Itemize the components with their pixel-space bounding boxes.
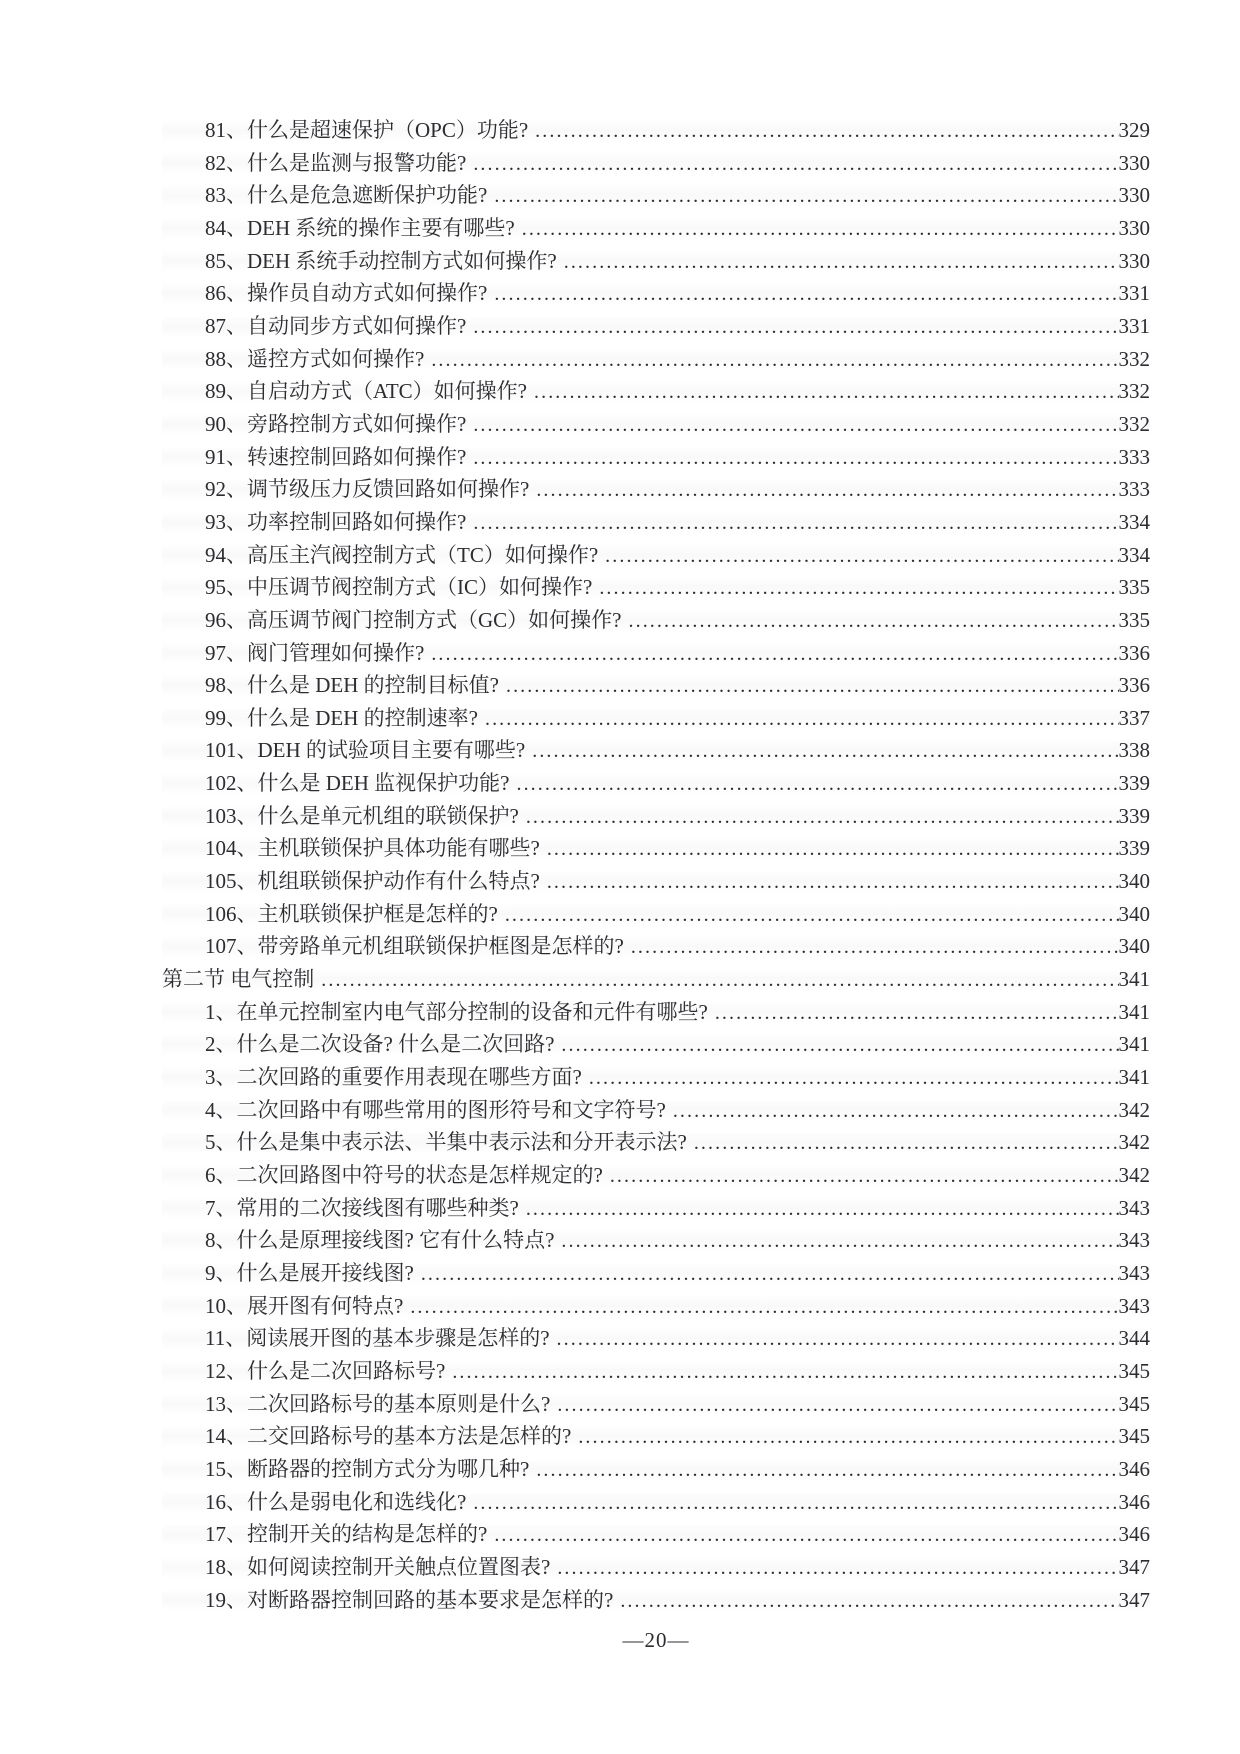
dot-leader <box>605 540 1118 573</box>
toc-entry-page-number: 338 <box>1118 738 1150 763</box>
dot-leader <box>494 278 1118 311</box>
toc-row <box>162 702 1150 735</box>
dot-leader <box>473 311 1118 344</box>
toc-entry-label: 14、二交回路标号的基本方法是怎样的? <box>205 1424 572 1449</box>
toc-entry-label: 8、什么是原理接线图? 它有什么特点? <box>205 1228 555 1253</box>
dot-leader <box>473 442 1118 475</box>
toc-entry-page-number: 343 <box>1118 1260 1150 1285</box>
toc-entry-label: 88、遥控方式如何操作? <box>205 346 425 371</box>
dot-leader <box>473 507 1118 540</box>
dot-leader <box>532 735 1118 768</box>
dot-leader <box>522 213 1119 246</box>
toc-entry-label: 101、DEH 的试验项目主要有哪些? <box>205 738 526 763</box>
toc-entry-label: 6、二次回路图中符号的状态是怎样规定的? <box>205 1163 603 1187</box>
dot-leader <box>547 833 1119 866</box>
toc-entry-page-number: 341 <box>1118 999 1150 1024</box>
toc-row <box>162 1518 1150 1551</box>
dot-leader <box>557 1552 1118 1585</box>
toc-entry-page-number: 341 <box>1118 1032 1150 1057</box>
toc-row <box>162 996 1150 1029</box>
toc-entry-page-number: 335 <box>1118 607 1150 632</box>
dot-leader <box>473 148 1118 181</box>
dot-leader <box>516 768 1118 801</box>
page-number-footer: —20— <box>622 1628 690 1653</box>
toc-row <box>162 179 1150 212</box>
toc-entry-label: 81、什么是超速保护（OPC）功能? <box>205 118 529 142</box>
dot-leader <box>321 964 1118 997</box>
toc-entry-page-number: 343 <box>1118 1228 1150 1253</box>
toc-row <box>162 734 1150 767</box>
toc-entry-page-number: 347 <box>1118 1587 1150 1612</box>
dot-leader <box>557 1389 1118 1422</box>
toc-entry-page-number: 346 <box>1118 1456 1150 1481</box>
dot-leader <box>673 1095 1119 1128</box>
toc-row <box>162 473 1150 506</box>
toc-entry-label: 16、什么是弱电化和选线化? <box>205 1489 467 1514</box>
dot-leader <box>564 246 1119 279</box>
toc-entry-label: 90、旁路控制方式如何操作? <box>205 411 467 436</box>
toc-row <box>162 375 1150 408</box>
toc-entry-label: 1、在单元控制室内电气部分控制的设备和元件有哪些? <box>205 999 708 1024</box>
toc-entry-label: 18、如何阅读控制开关触点位置图表? <box>205 1554 551 1579</box>
toc-row <box>162 343 1150 376</box>
toc-entry-label: 17、控制开关的结构是怎样的? <box>205 1522 488 1547</box>
toc-entry-label: 93、功率控制回路如何操作? <box>205 509 467 534</box>
toc-row <box>162 1126 1150 1159</box>
dot-leader <box>494 1519 1118 1552</box>
toc-entry-page-number: 342 <box>1118 1163 1150 1187</box>
toc-row <box>162 1355 1150 1388</box>
toc-row <box>162 1322 1150 1355</box>
toc-entry-page-number: 346 <box>1118 1522 1150 1547</box>
toc-row <box>162 539 1150 572</box>
dot-leader <box>610 1160 1119 1193</box>
dot-leader <box>589 1062 1119 1095</box>
toc-row <box>162 1290 1150 1323</box>
toc-entry-label: 103、什么是单元机组的联锁保护? <box>205 803 519 828</box>
toc-entry-page-number: 330 <box>1118 215 1150 240</box>
toc-entry-label: 104、主机联锁保护具体功能有哪些? <box>205 836 540 861</box>
dot-leader <box>536 1454 1118 1487</box>
toc-entry-page-number: 334 <box>1118 509 1150 534</box>
toc-entry-page-number: 346 <box>1118 1489 1150 1514</box>
dot-leader <box>578 1421 1118 1454</box>
toc-row <box>162 114 1150 147</box>
dot-leader <box>431 638 1118 671</box>
toc-entry-page-number: 330 <box>1118 150 1150 175</box>
toc-entry-page-number: 342 <box>1118 1130 1150 1155</box>
toc-entry-label: 96、高压调节阀门控制方式（GC）如何操作? <box>205 607 622 632</box>
toc-row <box>162 1061 1150 1094</box>
toc-row <box>162 1551 1150 1584</box>
toc-row <box>162 1094 1150 1127</box>
toc-entry-page-number: 334 <box>1118 542 1150 567</box>
toc-entry-label: 12、什么是二次回路标号? <box>205 1358 446 1383</box>
toc-entry-page-number: 347 <box>1118 1554 1150 1579</box>
toc-entry-label: 107、带旁路单元机组联锁保护框图是怎样的? <box>205 934 624 959</box>
toc-entry-page-number: 342 <box>1118 1097 1150 1122</box>
dot-leader <box>505 899 1119 932</box>
toc-entry-page-number: 335 <box>1118 575 1150 600</box>
toc-row <box>162 245 1150 278</box>
toc-row <box>162 147 1150 180</box>
toc-row <box>162 408 1150 441</box>
toc-entry-page-number: 333 <box>1118 477 1150 502</box>
dot-leader <box>473 409 1118 442</box>
toc-entry-label: 19、对断路器控制回路的基本要求是怎样的? <box>205 1587 614 1612</box>
toc-entry-label: 106、主机联锁保护框是怎样的? <box>205 901 498 926</box>
dot-leader <box>534 376 1119 409</box>
toc-row <box>162 1159 1150 1192</box>
toc-entry-page-number: 339 <box>1118 771 1150 796</box>
toc-row <box>162 310 1150 343</box>
dot-leader <box>561 1029 1118 1062</box>
dot-leader <box>620 1585 1118 1618</box>
toc-entry-page-number: 339 <box>1118 836 1150 861</box>
toc-entry-label: 92、调节级压力反馈回路如何操作? <box>205 477 530 502</box>
toc-row <box>162 1486 1150 1519</box>
toc-entry-page-number: 341 <box>1118 1065 1150 1090</box>
toc-entry-label: 97、阀门管理如何操作? <box>205 640 425 665</box>
toc-entry-label: 7、常用的二次接线图有哪些种类? <box>205 1195 519 1220</box>
dot-leader <box>536 474 1118 507</box>
toc-entry-label: 82、什么是监测与报警功能? <box>205 150 467 175</box>
toc-entry-page-number: 343 <box>1118 1293 1150 1318</box>
toc-entry-page-number: 333 <box>1118 444 1150 469</box>
dot-leader <box>599 572 1118 605</box>
toc-entry-page-number: 345 <box>1118 1391 1150 1416</box>
dot-leader <box>452 1356 1118 1389</box>
toc-entry-page-number: 332 <box>1118 411 1150 436</box>
toc-entry-page-number: 330 <box>1118 183 1150 208</box>
dot-leader <box>561 1225 1118 1258</box>
toc-entry-label: 99、什么是 DEH 的控制速率? <box>205 705 478 730</box>
toc-entry-label: 94、高压主汽阀控制方式（TC）如何操作? <box>205 542 599 567</box>
toc-row <box>162 1192 1150 1225</box>
dot-leader <box>410 1291 1118 1324</box>
toc-entry-page-number: 340 <box>1118 934 1150 959</box>
toc-row <box>162 1453 1150 1486</box>
toc-entry-page-number: 336 <box>1118 640 1150 665</box>
toc-row <box>162 604 1150 637</box>
toc-entry-label: 85、DEH 系统手动控制方式如何操作? <box>205 248 557 273</box>
toc-entry-page-number: 340 <box>1118 901 1150 926</box>
toc-entry-label: 91、转速控制回路如何操作? <box>205 444 467 469</box>
toc-entry-page-number: 330 <box>1118 248 1150 273</box>
toc-entry-label: 15、断路器的控制方式分为哪几种? <box>205 1456 530 1481</box>
toc-row <box>162 1388 1150 1421</box>
toc-entry-page-number: 336 <box>1118 673 1150 698</box>
toc-entry-label: 102、什么是 DEH 监视保护功能? <box>205 771 510 796</box>
toc-row <box>162 832 1150 865</box>
toc-entry-page-number: 341 <box>1118 967 1150 992</box>
dot-leader <box>506 670 1119 703</box>
dot-leader <box>485 703 1119 736</box>
toc-entry-page-number: 332 <box>1118 346 1150 371</box>
dot-leader <box>494 180 1118 213</box>
dot-leader <box>694 1127 1119 1160</box>
toc-section-header <box>162 963 1150 996</box>
toc-entry-label: 10、展开图有何特点? <box>205 1293 404 1318</box>
toc-row <box>162 1584 1150 1617</box>
toc-entry-page-number: 329 <box>1118 118 1150 142</box>
dot-leader <box>535 115 1118 148</box>
toc-row <box>162 1257 1150 1290</box>
toc-entry-page-number: 331 <box>1118 281 1150 306</box>
toc-entry-label: 3、二次回路的重要作用表现在哪些方面? <box>205 1065 582 1090</box>
toc-entry-label: 5、什么是集中表示法、半集中表示法和分开表示法? <box>205 1130 687 1155</box>
toc-row <box>162 767 1150 800</box>
dot-leader <box>629 605 1119 638</box>
toc-row <box>162 637 1150 670</box>
toc-row <box>162 441 1150 474</box>
toc-entry-page-number: 340 <box>1118 869 1150 894</box>
toc-entry-page-number: 345 <box>1118 1358 1150 1383</box>
toc-entry-label: 第二节 电气控制 <box>162 967 315 992</box>
toc-entry-label: 87、自动同步方式如何操作? <box>205 313 467 338</box>
dot-leader <box>431 344 1118 377</box>
toc-row <box>162 1224 1150 1257</box>
toc-entry-label: 98、什么是 DEH 的控制目标值? <box>205 673 499 698</box>
toc-row <box>162 800 1150 833</box>
toc-entry-label: 11、阅读展开图的基本步骤是怎样的? <box>205 1326 550 1351</box>
toc-entry-label: 2、什么是二次设备? 什么是二次回路? <box>205 1032 555 1057</box>
toc-entry-label: 86、操作员自动方式如何操作? <box>205 281 488 306</box>
toc-entry-label: 105、机组联锁保护动作有什么特点? <box>205 869 540 894</box>
toc-entry-page-number: 331 <box>1118 313 1150 338</box>
toc-entry-label: 84、DEH 系统的操作主要有哪些? <box>205 215 515 240</box>
toc-entry-page-number: 343 <box>1118 1195 1150 1220</box>
toc <box>162 114 1150 1616</box>
toc-row <box>162 1028 1150 1061</box>
toc-row <box>162 865 1150 898</box>
toc-row <box>162 277 1150 310</box>
dot-leader <box>526 1193 1119 1226</box>
toc-entry-label: 89、自启动方式（ATC）如何操作? <box>205 379 527 404</box>
toc-entry-page-number: 337 <box>1118 705 1150 730</box>
toc-entry-label: 13、二次回路标号的基本原则是什么? <box>205 1391 551 1416</box>
dot-leader <box>421 1258 1119 1291</box>
toc-entry-page-number: 345 <box>1118 1424 1150 1449</box>
dot-leader <box>631 931 1119 964</box>
toc-row <box>162 571 1150 604</box>
toc-entry-label: 9、什么是展开接线图? <box>205 1260 414 1285</box>
toc-entry-label: 4、二次回路中有哪些常用的图形符号和文字符号? <box>205 1097 666 1122</box>
dot-leader <box>715 997 1119 1030</box>
toc-row <box>162 669 1150 702</box>
toc-entry-page-number: 332 <box>1118 379 1150 404</box>
dot-leader <box>526 801 1119 834</box>
dot-leader <box>547 866 1119 899</box>
toc-row <box>162 930 1150 963</box>
toc-entry-label: 83、什么是危急遮断保护功能? <box>205 183 488 208</box>
toc-row <box>162 506 1150 539</box>
dot-leader <box>473 1487 1118 1520</box>
toc-entry-label: 95、中压调节阀控制方式（IC）如何操作? <box>205 575 593 600</box>
dot-leader <box>557 1323 1119 1356</box>
toc-entry-page-number: 344 <box>1118 1326 1150 1351</box>
toc-row <box>162 1420 1150 1453</box>
toc-entry-page-number: 339 <box>1118 803 1150 828</box>
toc-row <box>162 212 1150 245</box>
toc-row <box>162 898 1150 931</box>
